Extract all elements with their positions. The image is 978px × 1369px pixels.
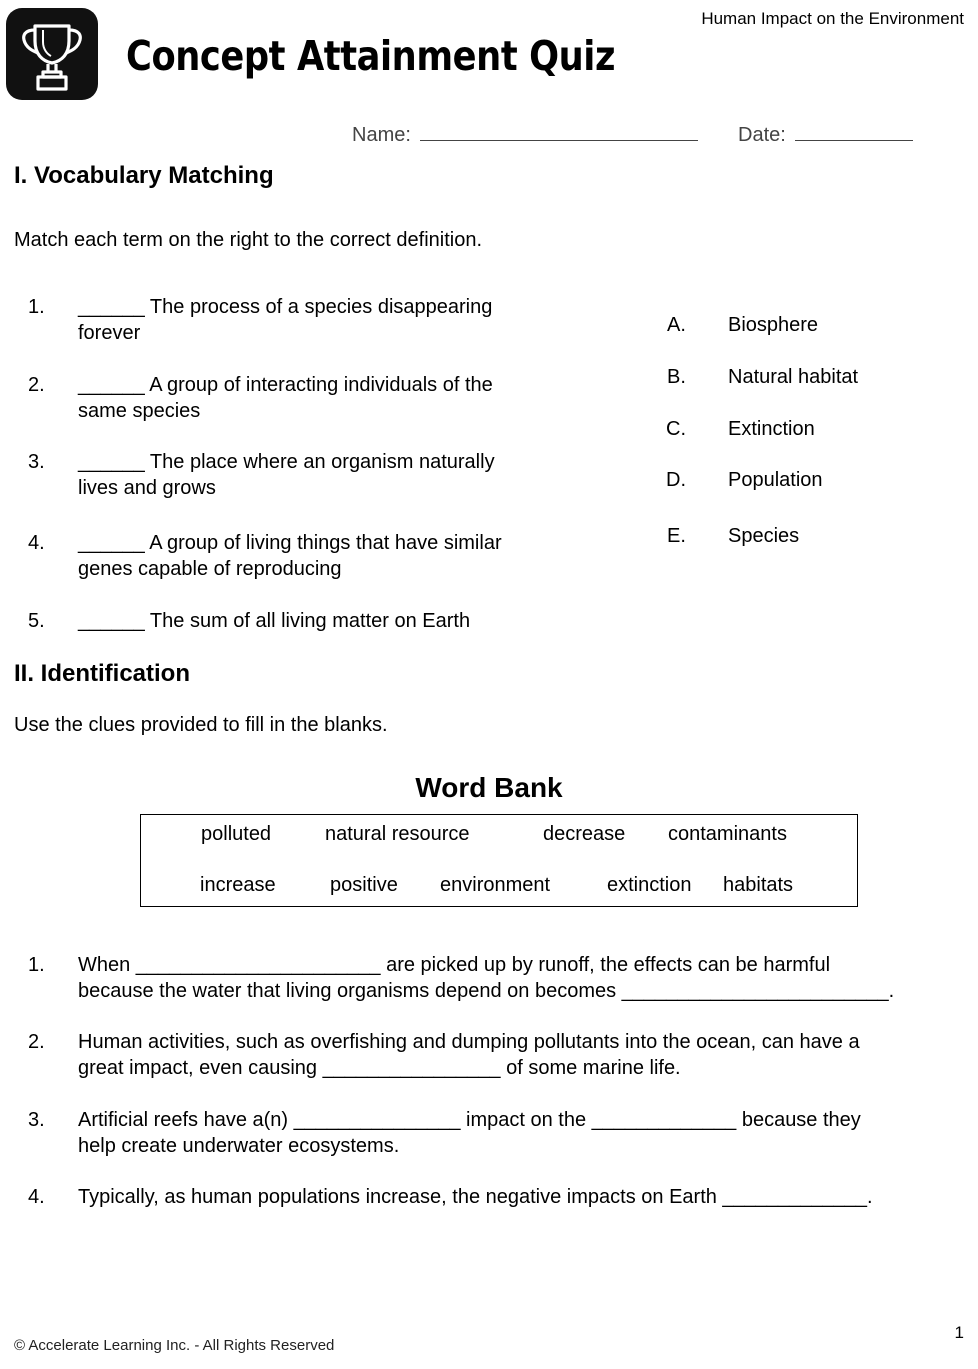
word-bank-word: habitats: [723, 874, 794, 896]
question-4-line1: Typically, as human populations increase, the negative impacts on Earth _____________.: [78, 1186, 873, 1208]
definition-5-line1: ______ The sum of all living matter on Earth: [78, 610, 471, 632]
definition-2: [78, 372, 558, 424]
definition-1-line1: ______ The process of a species disappearing: [78, 296, 493, 318]
name-label: Name:: [352, 124, 411, 146]
definition-4-line2: genes capable of reproducing: [78, 558, 342, 580]
term-b: Natural habitat: [728, 366, 859, 388]
date-label: Date:: [738, 124, 786, 146]
question-4: [78, 1184, 873, 1210]
question-3-number: 3.: [28, 1109, 45, 1131]
term-c: Extinction: [728, 418, 815, 440]
term-a-letter: A.: [667, 314, 686, 336]
definition-4: [78, 530, 558, 582]
section-2-instructions: Use the clues provided to fill in the blanks.: [14, 714, 388, 736]
question-3-line1: Artificial reefs have a(n) _______________ impact on the _____________ because they: [78, 1109, 861, 1131]
definition-2-line2: same species: [78, 400, 201, 422]
section-1-title: I. Vocabulary Matching: [14, 162, 274, 189]
definition-4-number: 4.: [28, 532, 45, 554]
word-bank-word: contaminants: [668, 823, 787, 845]
term-b-letter: B.: [667, 366, 686, 388]
question-1: [78, 952, 894, 1004]
word-bank-word: polluted: [201, 823, 272, 845]
definition-2-line1: ______ A group of interacting individuals of the: [78, 374, 493, 396]
topic-header: Human Impact on the Environment: [701, 9, 964, 28]
trophy-logo: [6, 8, 98, 100]
term-d-letter: D.: [666, 469, 686, 491]
question-4-number: 4.: [28, 1186, 45, 1208]
term-e-letter: E.: [667, 525, 686, 547]
definition-3-line2: lives and grows: [78, 477, 216, 499]
page-title: Concept Attainment Quiz: [126, 32, 616, 80]
word-bank-word: natural resource: [325, 823, 470, 845]
term-e: Species: [728, 525, 800, 547]
definition-5: [78, 608, 558, 634]
date-field[interactable]: [795, 122, 913, 141]
word-bank-word: positive: [330, 874, 398, 896]
section-2-title: II. Identification: [14, 660, 191, 687]
question-1-number: 1.: [28, 954, 45, 976]
definition-3-number: 3.: [28, 451, 45, 473]
question-1-line1: When ______________________ are picked up by runoff, the effects can be harmful: [78, 954, 831, 976]
section-1-instructions: Match each term on the right to the correct definition.: [14, 229, 483, 251]
definition-1: [78, 294, 558, 346]
name-field[interactable]: [420, 122, 698, 141]
question-3-line2: help create underwater ecosystems.: [78, 1135, 400, 1157]
definition-1-number: 1.: [28, 296, 45, 318]
word-bank-word: increase: [200, 874, 276, 896]
word-bank-word: extinction: [607, 874, 692, 896]
term-c-letter: C.: [666, 418, 686, 440]
word-bank-word: environment: [440, 874, 551, 896]
definition-3: [78, 449, 558, 501]
question-2-line2: great impact, even causing ________________ of some marine life.: [78, 1057, 681, 1079]
definition-4-line1: ______ A group of living things that have similar: [78, 532, 502, 554]
definition-5-number: 5.: [28, 610, 45, 632]
question-2: [78, 1029, 860, 1081]
term-a: Biosphere: [728, 314, 819, 336]
definition-3-line1: ______ The place where an organism naturally: [78, 451, 495, 473]
question-2-line1: Human activities, such as overfishing and dumping pollutants into the ocean, can have a: [78, 1031, 860, 1053]
trophy-icon: [6, 8, 98, 100]
word-bank-title: Word Bank: [415, 772, 563, 803]
page-number: 1: [954, 1323, 964, 1342]
question-2-number: 2.: [28, 1031, 45, 1053]
definition-1-line2: forever: [78, 322, 141, 344]
term-d: Population: [728, 469, 823, 491]
name-date-row: [352, 122, 913, 147]
question-1-line2: because the water that living organisms depend on becomes ________________________.: [78, 980, 895, 1002]
definition-2-number: 2.: [28, 374, 45, 396]
question-3: [78, 1107, 861, 1159]
copyright: © Accelerate Learning Inc. - All Rights Reserved: [14, 1337, 335, 1354]
word-bank-word: decrease: [543, 823, 626, 845]
